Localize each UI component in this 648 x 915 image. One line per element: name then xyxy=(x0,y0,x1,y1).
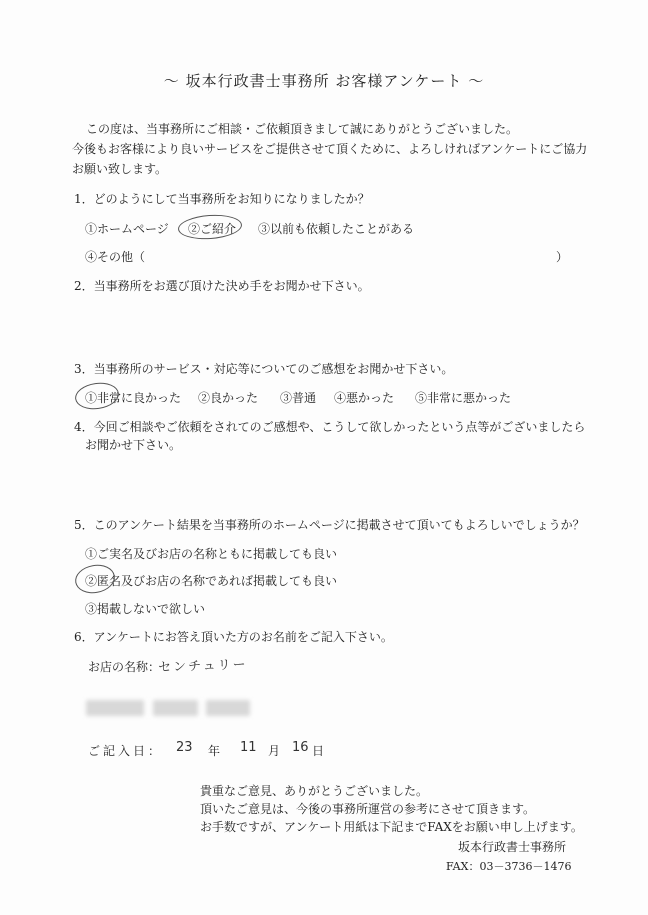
redacted-name-1 xyxy=(86,700,144,716)
intro-line-1: この度は、当事務所にご相談・ご依頼頂きまして誠にありがとうございました。 xyxy=(86,122,519,136)
question-3: 3．当事務所のサービス・対応等についてのご感想をお聞かせ下さい。 xyxy=(74,362,454,376)
q1-other-close: ） xyxy=(556,250,569,264)
fax-number: FAX：03－3736－1476 xyxy=(446,860,572,873)
q5-option-3[interactable]: ③掲載しないで欲しい xyxy=(85,602,206,616)
date-year-value[interactable]: 23 xyxy=(176,740,193,755)
date-day-value[interactable]: 16 xyxy=(292,740,309,755)
closing-line-2: 頂いたご意見は、今後の事務所運営の参考にさせて頂きます。 xyxy=(200,802,536,816)
q1-option-1[interactable]: ①ホームページ xyxy=(85,222,169,236)
question-6: 6．アンケートにお答え頂いた方のお名前をご記入下さい。 xyxy=(74,630,393,644)
closing-line-3: お手数ですが、アンケート用紙は下記までFAXをお願い申し上げます。 xyxy=(200,820,583,834)
intro-line-3: お願い致します。 xyxy=(72,162,168,176)
q5-option-1[interactable]: ①ご実名及びお店の名称ともに掲載しても良い xyxy=(85,547,338,561)
intro-line-2: 今後もお客様により良いサービスをご提供させて頂くために、よろしければアンケートにご協力 xyxy=(72,142,588,156)
q3-option-5[interactable]: ⑤非常に悪かった xyxy=(415,391,512,405)
q3-option-2[interactable]: ②良かった xyxy=(198,391,259,405)
question-1: 1．どのようにして当事務所をお知りになりましたか？ xyxy=(74,192,370,206)
q1-option-2[interactable]: ②ご紹介 xyxy=(188,222,237,236)
date-month-unit: 月 xyxy=(268,744,281,758)
shop-name-value[interactable]: センチュリー xyxy=(157,657,248,676)
date-day-unit: 日 xyxy=(312,744,325,758)
question-5: 5．このアンケート結果を当事務所のホームページに掲載させて頂いてもよろしいでしょうか？ xyxy=(74,518,585,532)
q3-option-3[interactable]: ③普通 xyxy=(280,391,317,405)
date-month-value[interactable]: 11 xyxy=(240,740,257,755)
date-year-unit: 年 xyxy=(208,744,221,758)
date-label: ご記入日： xyxy=(88,744,164,758)
q1-option-other[interactable]: ④その他（ xyxy=(85,250,146,264)
question-2: 2．当事務所をお選び頂けた決め手をお聞かせ下さい。 xyxy=(74,279,370,293)
shop-name-label: お店の名称： xyxy=(88,660,161,674)
q3-option-4[interactable]: ④悪かった xyxy=(334,391,395,405)
q3-selection-circle xyxy=(73,380,120,412)
closing-line-1: 貴重なご意見、ありがとうございました。 xyxy=(200,784,429,798)
q3-option-1[interactable]: ①非常に良かった xyxy=(85,391,182,405)
office-name: 坂本行政書士事務所 xyxy=(458,840,567,854)
q1-option-3[interactable]: ③以前も依頼したことがある xyxy=(258,222,415,236)
redacted-name-3 xyxy=(206,700,250,716)
redacted-name-2 xyxy=(153,700,198,716)
question-4: 4．今回ご相談やご依頼をされてのご感想や、こうして欲しかったという点等がございましたら xyxy=(74,420,586,434)
question-4-cont: お聞かせ下さい。 xyxy=(85,438,182,452)
q5-selection-circle xyxy=(73,562,117,597)
q5-option-2[interactable]: ②匿名及びお店の名称であれば掲載しても良い xyxy=(85,574,338,588)
survey-title: 〜 坂本行政書士事務所 お客様アンケート 〜 xyxy=(163,72,485,90)
